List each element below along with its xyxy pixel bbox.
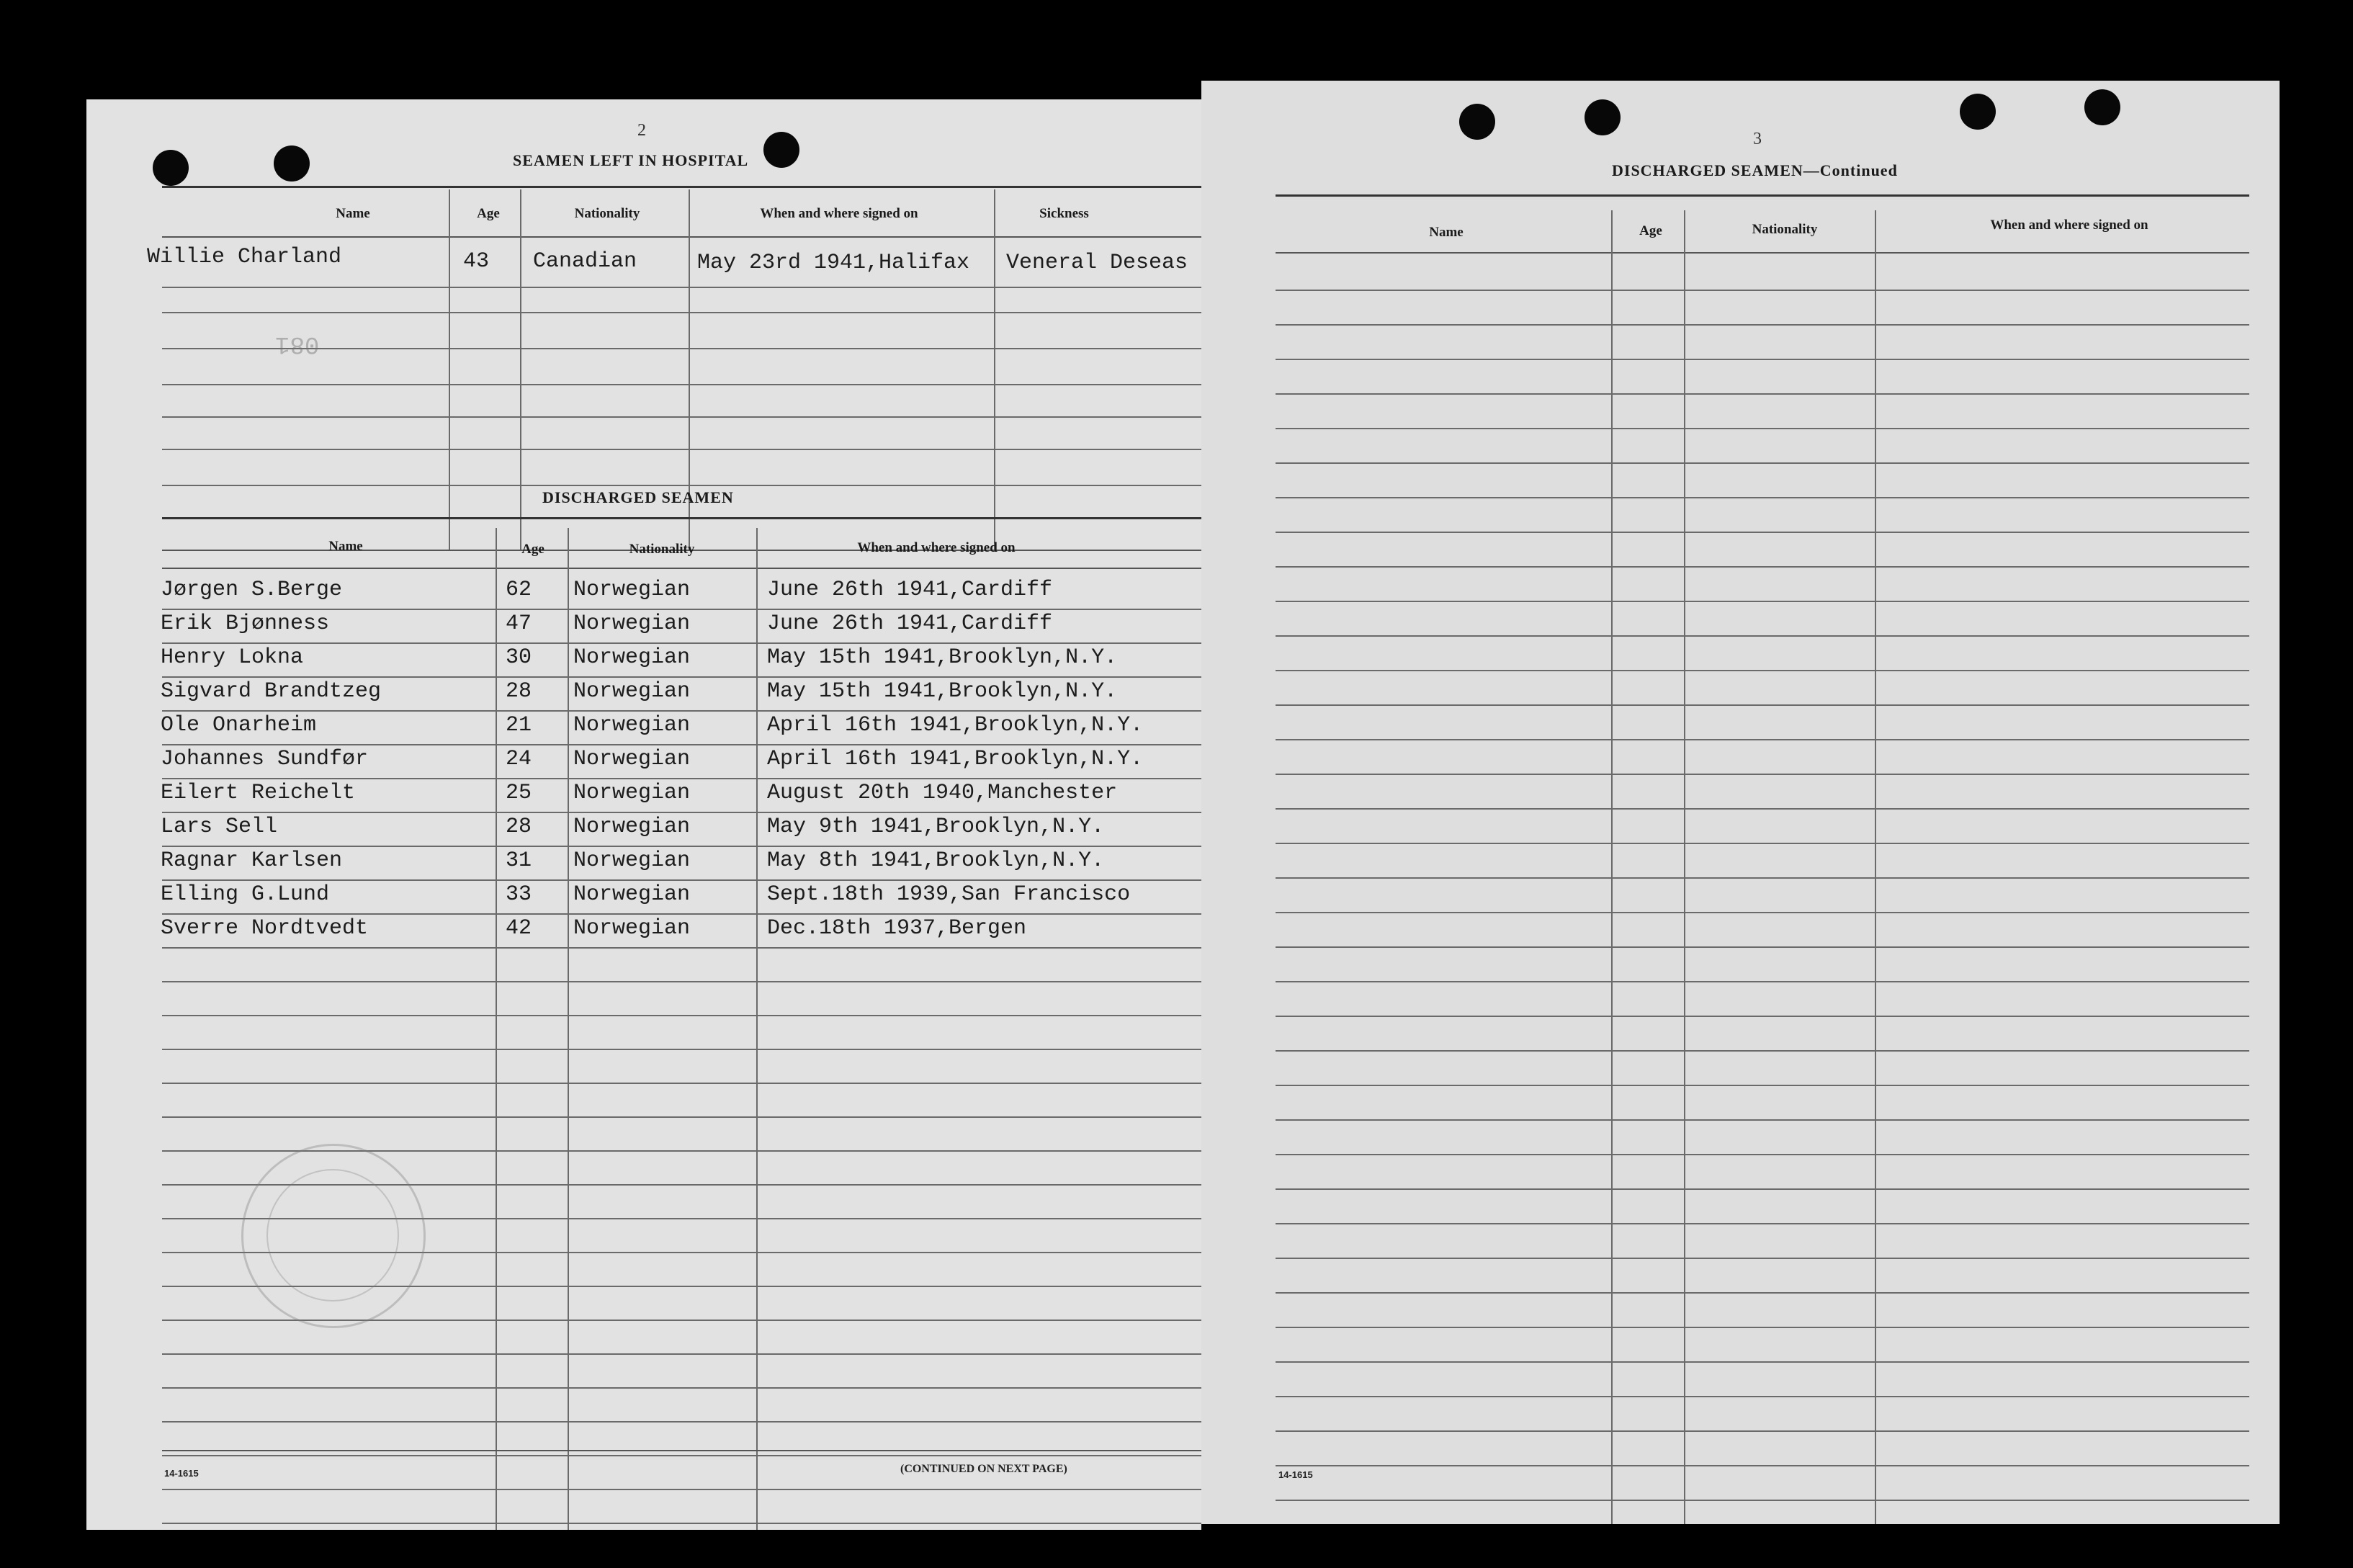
column-divider [994, 189, 995, 550]
table-row-rule [1276, 359, 2249, 360]
seaman-age: 28 [506, 679, 532, 704]
table-row-rule [162, 913, 1201, 915]
seaman-signed-on: Dec.18th 1937,Bergen [767, 916, 1027, 941]
seaman-signed-on: April 16th 1941,Brooklyn,N.Y. [767, 747, 1144, 771]
seaman-name: Erik Bjønness [161, 611, 330, 636]
table-row-rule [162, 416, 1201, 418]
table-rule [1276, 194, 2249, 197]
table-row-rule [1276, 739, 2249, 740]
table-row-rule [1276, 635, 2249, 637]
table-row-rule [1276, 1188, 2249, 1190]
table-row-rule [162, 778, 1201, 779]
table-row-rule [162, 1116, 1201, 1118]
page-number: 3 [1753, 130, 1762, 148]
seaman-nationality: Norwegian [573, 848, 691, 873]
title-text: DISCHARGED SEAMEN [1612, 161, 1803, 179]
seaman-name: Ole Onarheim [161, 713, 317, 738]
form-number: 14-1615 [164, 1468, 199, 1479]
seaman-nationality: Norwegian [573, 882, 691, 907]
seaman-age: 62 [506, 578, 532, 602]
header-rule [162, 568, 1201, 569]
table-row-rule [1276, 324, 2249, 326]
table-row-rule [162, 710, 1201, 712]
table-row-rule [1276, 566, 2249, 568]
punch-hole [1459, 104, 1495, 140]
table-row-rule [162, 312, 1201, 313]
table-row-rule [162, 1049, 1201, 1050]
table-row-rule [162, 609, 1201, 610]
column-header-sickness: Sickness [1039, 206, 1089, 221]
table-row-rule [162, 744, 1201, 745]
table-row-rule [162, 384, 1201, 385]
table-row-rule [162, 287, 1201, 288]
punch-hole [1585, 99, 1621, 135]
table-row-rule [1276, 601, 2249, 602]
seaman-age: 31 [506, 848, 532, 873]
header-rule [162, 236, 1201, 238]
seaman-nationality: Norwegian [573, 916, 691, 941]
column-divider [449, 189, 450, 550]
table-row-rule [1276, 774, 2249, 775]
column-header-nationality: Nationality [1752, 222, 1818, 237]
title-suffix: —Continued [1803, 161, 1898, 179]
table-row-rule [1276, 704, 2249, 706]
table-row-rule [1276, 1119, 2249, 1121]
table-row-rule [1276, 946, 2249, 948]
table-row-rule [162, 947, 1201, 949]
seaman-signed-on: Sept.18th 1939,San Francisco [767, 882, 1131, 907]
table-row-rule [1276, 1500, 2249, 1501]
discharged-continued-title [1612, 161, 1898, 180]
hospital-signed-on: May 23rd 1941,Halifax [697, 251, 970, 275]
column-divider [520, 189, 521, 550]
table-row-rule [1276, 843, 2249, 844]
column-header-name: Name [328, 539, 363, 554]
table-row-rule [1276, 670, 2249, 671]
table-row-rule [162, 1015, 1201, 1016]
seaman-signed-on: May 9th 1941,Brooklyn,N.Y. [767, 815, 1105, 839]
continued-note: (CONTINUED ON NEXT PAGE) [900, 1463, 1067, 1475]
table-row-rule [162, 879, 1201, 881]
seaman-signed-on: April 16th 1941,Brooklyn,N.Y. [767, 713, 1144, 738]
seaman-age: 42 [506, 916, 532, 941]
hospital-section-title: SEAMEN LEFT IN HOSPITAL [513, 151, 749, 169]
seaman-name: Eilert Reichelt [161, 781, 356, 805]
table-row-rule [162, 1489, 1201, 1490]
column-header-age: Age [477, 206, 500, 221]
seaman-nationality: Norwegian [573, 679, 691, 704]
punch-hole [274, 145, 310, 182]
seaman-name: Sigvard Brandtzeg [161, 679, 382, 704]
table-rule [162, 186, 1201, 188]
column-divider [568, 528, 569, 1530]
punch-hole [153, 150, 189, 186]
seaman-name: Elling G.Lund [161, 882, 330, 907]
table-row-rule [1276, 912, 2249, 913]
seaman-signed-on: May 15th 1941,Brooklyn,N.Y. [767, 645, 1118, 670]
table-row-rule [162, 1523, 1201, 1524]
seaman-name: Ragnar Karlsen [161, 848, 343, 873]
seaman-name: Lars Sell [161, 815, 278, 839]
table-row-rule [1276, 1430, 2249, 1432]
punch-hole [2084, 89, 2120, 125]
column-header-signed-on: When and where signed on [760, 206, 918, 221]
table-row-rule [1276, 1223, 2249, 1224]
table-row-rule [1276, 1154, 2249, 1155]
table-row-rule [162, 1353, 1201, 1355]
seaman-age: 25 [506, 781, 532, 805]
right-page [1201, 81, 2280, 1524]
table-row-rule [162, 676, 1201, 678]
table-row-rule [1276, 290, 2249, 291]
column-header-signed-on: When and where signed on [857, 540, 1016, 555]
seaman-age: 21 [506, 713, 532, 738]
column-header-nationality: Nationality [574, 206, 640, 221]
table-row-rule [162, 981, 1201, 982]
table-row-rule [1276, 1327, 2249, 1328]
hospital-nationality: Canadian [533, 249, 637, 274]
seaman-name: Henry Lokna [161, 645, 304, 670]
table-row-rule [1276, 1396, 2249, 1397]
table-row-rule [1276, 877, 2249, 879]
table-row-rule [162, 1421, 1201, 1423]
table-rule [162, 1450, 1201, 1451]
seaman-nationality: Norwegian [573, 578, 691, 602]
table-row-rule [1276, 1258, 2249, 1259]
table-row-rule [1276, 393, 2249, 395]
punch-hole [1960, 94, 1996, 130]
table-row-rule [1276, 532, 2249, 533]
column-header-signed-on: When and where signed on [1990, 218, 2148, 233]
seaman-name: Jørgen S.Berge [161, 578, 343, 602]
table-row-rule [162, 1455, 1201, 1456]
column-header-age: Age [1639, 223, 1662, 238]
faint-number: 081 [275, 330, 320, 357]
table-row-rule [162, 1387, 1201, 1389]
table-row-rule [1276, 1050, 2249, 1052]
table-row-rule [1276, 497, 2249, 498]
hospital-name: Willie Charland [147, 245, 342, 269]
table-row-rule [162, 485, 1201, 486]
seaman-name: Sverre Nordtvedt [161, 916, 369, 941]
column-divider [756, 528, 758, 1530]
seaman-signed-on: May 8th 1941,Brooklyn,N.Y. [767, 848, 1105, 873]
table-row-rule [1276, 1016, 2249, 1017]
seaman-signed-on: August 20th 1940,Manchester [767, 781, 1118, 805]
seaman-nationality: Norwegian [573, 815, 691, 839]
seaman-age: 30 [506, 645, 532, 670]
discharged-section-title: DISCHARGED SEAMEN [542, 488, 734, 506]
form-number: 14-1615 [1278, 1469, 1313, 1480]
seaman-nationality: Norwegian [573, 781, 691, 805]
hospital-sickness: Veneral Deseas [1006, 251, 1188, 275]
seaman-age: 24 [506, 747, 532, 771]
column-header-age: Age [521, 542, 544, 557]
seaman-nationality: Norwegian [573, 713, 691, 738]
seaman-nationality: Norwegian [573, 747, 691, 771]
seaman-age: 47 [506, 611, 532, 636]
seaman-age: 28 [506, 815, 532, 839]
official-stamp-inner [266, 1169, 399, 1302]
table-row-rule [162, 846, 1201, 847]
table-rule [162, 517, 1201, 519]
left-page [86, 99, 1201, 1530]
table-row-rule [1276, 1085, 2249, 1086]
hospital-age: 43 [463, 249, 490, 274]
table-row-rule [1276, 462, 2249, 464]
table-row-rule [1276, 428, 2249, 429]
table-row-rule [1276, 1361, 2249, 1363]
table-row-rule [162, 642, 1201, 644]
table-row-rule [1276, 808, 2249, 810]
table-row-rule [162, 449, 1201, 450]
seaman-signed-on: June 26th 1941,Cardiff [767, 611, 1053, 636]
header-rule [1276, 252, 2249, 254]
table-row-rule [162, 812, 1201, 813]
table-row-rule [1276, 1465, 2249, 1466]
seaman-signed-on: June 26th 1941,Cardiff [767, 578, 1053, 602]
column-divider [496, 528, 497, 1530]
table-row-rule [1276, 1292, 2249, 1294]
seaman-name: Johannes Sundfør [161, 747, 369, 771]
seaman-nationality: Norwegian [573, 611, 691, 636]
table-row-rule [162, 1083, 1201, 1084]
table-row-rule [1276, 981, 2249, 982]
punch-hole [763, 132, 799, 168]
column-header-nationality: Nationality [629, 542, 695, 557]
seaman-signed-on: May 15th 1941,Brooklyn,N.Y. [767, 679, 1118, 704]
column-header-name: Name [336, 206, 370, 221]
seaman-age: 33 [506, 882, 532, 907]
seaman-nationality: Norwegian [573, 645, 691, 670]
column-header-name: Name [1429, 225, 1464, 240]
page-number: 2 [637, 121, 646, 140]
